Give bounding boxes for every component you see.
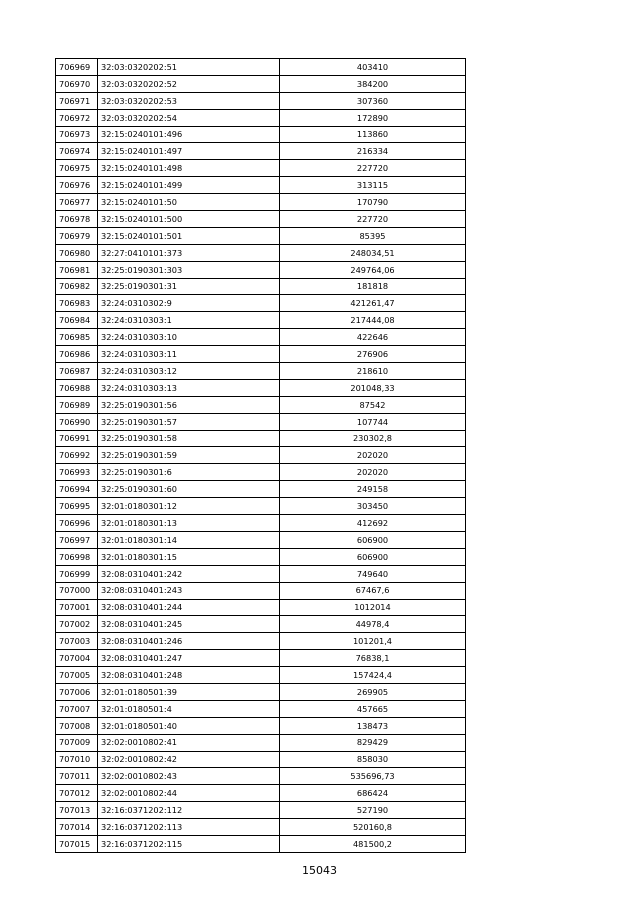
table-row: [56, 481, 466, 498]
table-row: [56, 59, 466, 76]
table-row: [56, 261, 466, 278]
row-id-cell: 706995: [56, 498, 98, 515]
data-table: [55, 58, 466, 853]
table-row: [56, 498, 466, 515]
cadastral-number-cell: 32:03:0320202:51: [98, 59, 280, 76]
value-cell: 421261,47: [280, 295, 466, 312]
value-cell: 276906: [280, 346, 466, 363]
table-row: [56, 464, 466, 481]
row-id-cell: 706981: [56, 261, 98, 278]
table-row: [56, 92, 466, 109]
row-id-cell: 706971: [56, 92, 98, 109]
cadastral-number-cell: 32:01:0180301:14: [98, 531, 280, 548]
table-row: [56, 633, 466, 650]
value-cell: 107744: [280, 413, 466, 430]
row-id-cell: 706985: [56, 329, 98, 346]
cadastral-number-cell: 32:15:0240101:501: [98, 227, 280, 244]
cadastral-number-cell: 32:25:0190301:303: [98, 261, 280, 278]
table-row: [56, 650, 466, 667]
table-row: [56, 278, 466, 295]
value-cell: 201048,33: [280, 379, 466, 396]
value-cell: 686424: [280, 785, 466, 802]
row-id-cell: 707007: [56, 700, 98, 717]
row-id-cell: 707009: [56, 734, 98, 751]
table-row: [56, 785, 466, 802]
row-id-cell: 706999: [56, 565, 98, 582]
cadastral-number-cell: 32:25:0190301:58: [98, 430, 280, 447]
cadastral-number-cell: 32:08:0310401:242: [98, 565, 280, 582]
table-row: [56, 515, 466, 532]
cadastral-number-cell: 32:25:0190301:57: [98, 413, 280, 430]
cadastral-number-cell: 32:16:0371202:112: [98, 802, 280, 819]
table-row: [56, 734, 466, 751]
table-row: [56, 599, 466, 616]
table-row: [56, 430, 466, 447]
table-row: [56, 312, 466, 329]
value-cell: 249158: [280, 481, 466, 498]
value-cell: 227720: [280, 211, 466, 228]
row-id-cell: 706982: [56, 278, 98, 295]
cadastral-number-cell: 32:01:0180301:12: [98, 498, 280, 515]
cadastral-number-cell: 32:15:0240101:500: [98, 211, 280, 228]
row-id-cell: 706988: [56, 379, 98, 396]
row-id-cell: 706998: [56, 548, 98, 565]
value-cell: 138473: [280, 717, 466, 734]
row-id-cell: 706977: [56, 194, 98, 211]
cadastral-number-cell: 32:15:0240101:498: [98, 160, 280, 177]
value-cell: 303450: [280, 498, 466, 515]
value-cell: 217444,08: [280, 312, 466, 329]
table-row: [56, 211, 466, 228]
row-id-cell: 706970: [56, 75, 98, 92]
value-cell: 248034,51: [280, 244, 466, 261]
value-cell: 44978,4: [280, 616, 466, 633]
cadastral-number-cell: 32:24:0310303:11: [98, 346, 280, 363]
table-row: [56, 802, 466, 819]
value-cell: 157424,4: [280, 667, 466, 684]
table-row: [56, 227, 466, 244]
value-cell: 1012014: [280, 599, 466, 616]
cadastral-number-cell: 32:02:0010802:42: [98, 751, 280, 768]
row-id-cell: 706980: [56, 244, 98, 261]
table-row: [56, 413, 466, 430]
row-id-cell: 706990: [56, 413, 98, 430]
cadastral-number-cell: 32:03:0320202:53: [98, 92, 280, 109]
value-cell: 858030: [280, 751, 466, 768]
cadastral-number-cell: 32:24:0310303:13: [98, 379, 280, 396]
cadastral-number-cell: 32:24:0310303:10: [98, 329, 280, 346]
value-cell: 481500,2: [280, 835, 466, 852]
cadastral-number-cell: 32:01:0180501:4: [98, 700, 280, 717]
value-cell: 606900: [280, 531, 466, 548]
value-cell: 457665: [280, 700, 466, 717]
cadastral-number-cell: 32:08:0310401:245: [98, 616, 280, 633]
row-id-cell: 707012: [56, 785, 98, 802]
table-row: [56, 565, 466, 582]
row-id-cell: 706978: [56, 211, 98, 228]
table-row: [56, 177, 466, 194]
row-id-cell: 707003: [56, 633, 98, 650]
row-id-cell: 707006: [56, 683, 98, 700]
value-cell: 202020: [280, 464, 466, 481]
row-id-cell: 706996: [56, 515, 98, 532]
value-cell: 749640: [280, 565, 466, 582]
row-id-cell: 707002: [56, 616, 98, 633]
row-id-cell: 706974: [56, 143, 98, 160]
cadastral-number-cell: 32:24:0310303:12: [98, 363, 280, 380]
value-cell: 218610: [280, 363, 466, 380]
value-cell: 87542: [280, 396, 466, 413]
table-row: [56, 548, 466, 565]
row-id-cell: 706987: [56, 363, 98, 380]
page-number: 15043: [302, 864, 337, 877]
row-id-cell: 706976: [56, 177, 98, 194]
row-id-cell: 706986: [56, 346, 98, 363]
cadastral-number-cell: 32:03:0320202:52: [98, 75, 280, 92]
cadastral-number-cell: 32:15:0240101:497: [98, 143, 280, 160]
cadastral-number-cell: 32:16:0371202:113: [98, 819, 280, 836]
cadastral-number-cell: 32:02:0010802:44: [98, 785, 280, 802]
table-row: [56, 126, 466, 143]
value-cell: 422646: [280, 329, 466, 346]
table-row: [56, 751, 466, 768]
row-id-cell: 706983: [56, 295, 98, 312]
cadastral-number-cell: 32:08:0310401:248: [98, 667, 280, 684]
value-cell: 269905: [280, 683, 466, 700]
table-row: [56, 819, 466, 836]
row-id-cell: 706984: [56, 312, 98, 329]
cadastral-number-cell: 32:25:0190301:31: [98, 278, 280, 295]
cadastral-number-cell: 32:08:0310401:244: [98, 599, 280, 616]
cadastral-number-cell: 32:01:0180501:40: [98, 717, 280, 734]
table-row: [56, 667, 466, 684]
table-row: [56, 531, 466, 548]
cadastral-number-cell: 32:15:0240101:496: [98, 126, 280, 143]
cadastral-number-cell: 32:02:0010802:43: [98, 768, 280, 785]
cadastral-number-cell: 32:01:0180501:39: [98, 683, 280, 700]
cadastral-number-cell: 32:01:0180301:13: [98, 515, 280, 532]
value-cell: 527190: [280, 802, 466, 819]
row-id-cell: 706997: [56, 531, 98, 548]
cadastral-number-cell: 32:24:0310303:1: [98, 312, 280, 329]
row-id-cell: 706973: [56, 126, 98, 143]
row-id-cell: 707014: [56, 819, 98, 836]
table-row: [56, 143, 466, 160]
value-cell: 113860: [280, 126, 466, 143]
cadastral-number-cell: 32:01:0180301:15: [98, 548, 280, 565]
table-row: [56, 244, 466, 261]
cadastral-number-cell: 32:24:0310302:9: [98, 295, 280, 312]
table-row: [56, 835, 466, 852]
value-cell: 170790: [280, 194, 466, 211]
table-row: [56, 582, 466, 599]
cadastral-number-cell: 32:02:0010802:41: [98, 734, 280, 751]
value-cell: 181818: [280, 278, 466, 295]
table-row: [56, 616, 466, 633]
value-cell: 606900: [280, 548, 466, 565]
cadastral-number-cell: 32:25:0190301:60: [98, 481, 280, 498]
row-id-cell: 706975: [56, 160, 98, 177]
value-cell: 313115: [280, 177, 466, 194]
value-cell: 85395: [280, 227, 466, 244]
row-id-cell: 707008: [56, 717, 98, 734]
cadastral-number-cell: 32:15:0240101:50: [98, 194, 280, 211]
table-row: [56, 683, 466, 700]
table-row: [56, 379, 466, 396]
value-cell: 412692: [280, 515, 466, 532]
row-id-cell: 706979: [56, 227, 98, 244]
cadastral-number-cell: 32:15:0240101:499: [98, 177, 280, 194]
value-cell: 216334: [280, 143, 466, 160]
cadastral-number-cell: 32:25:0190301:59: [98, 447, 280, 464]
table-row: [56, 447, 466, 464]
value-cell: 535696,73: [280, 768, 466, 785]
row-id-cell: 706993: [56, 464, 98, 481]
row-id-cell: 707015: [56, 835, 98, 852]
table-row: [56, 768, 466, 785]
cadastral-number-cell: 32:25:0190301:56: [98, 396, 280, 413]
value-cell: 403410: [280, 59, 466, 76]
table-row: [56, 700, 466, 717]
table-row: [56, 346, 466, 363]
value-cell: 202020: [280, 447, 466, 464]
row-id-cell: 707005: [56, 667, 98, 684]
cadastral-number-cell: 32:27:0410101:373: [98, 244, 280, 261]
row-id-cell: 706972: [56, 109, 98, 126]
row-id-cell: 707004: [56, 650, 98, 667]
cadastral-number-cell: 32:08:0310401:243: [98, 582, 280, 599]
table-row: [56, 329, 466, 346]
value-cell: 384200: [280, 75, 466, 92]
row-id-cell: 706992: [56, 447, 98, 464]
table-body: [56, 59, 466, 853]
row-id-cell: 706969: [56, 59, 98, 76]
table-row: [56, 109, 466, 126]
value-cell: 307360: [280, 92, 466, 109]
row-id-cell: 707010: [56, 751, 98, 768]
table-row: [56, 194, 466, 211]
row-id-cell: 707013: [56, 802, 98, 819]
row-id-cell: 706991: [56, 430, 98, 447]
cadastral-number-cell: 32:16:0371202:115: [98, 835, 280, 852]
row-id-cell: 707000: [56, 582, 98, 599]
cadastral-number-cell: 32:25:0190301:6: [98, 464, 280, 481]
value-cell: 76838,1: [280, 650, 466, 667]
cadastral-number-cell: 32:03:0320202:54: [98, 109, 280, 126]
value-cell: 101201,4: [280, 633, 466, 650]
table-row: [56, 363, 466, 380]
table-row: [56, 396, 466, 413]
value-cell: 520160,8: [280, 819, 466, 836]
value-cell: 67467,6: [280, 582, 466, 599]
value-cell: 829429: [280, 734, 466, 751]
table-row: [56, 717, 466, 734]
table-row: [56, 160, 466, 177]
cadastral-number-cell: 32:08:0310401:247: [98, 650, 280, 667]
value-cell: 172890: [280, 109, 466, 126]
value-cell: 227720: [280, 160, 466, 177]
row-id-cell: 707011: [56, 768, 98, 785]
row-id-cell: 706989: [56, 396, 98, 413]
value-cell: 230302,8: [280, 430, 466, 447]
row-id-cell: 706994: [56, 481, 98, 498]
value-cell: 249764,06: [280, 261, 466, 278]
row-id-cell: 707001: [56, 599, 98, 616]
cadastral-number-cell: 32:08:0310401:246: [98, 633, 280, 650]
table-row: [56, 295, 466, 312]
table-row: [56, 75, 466, 92]
